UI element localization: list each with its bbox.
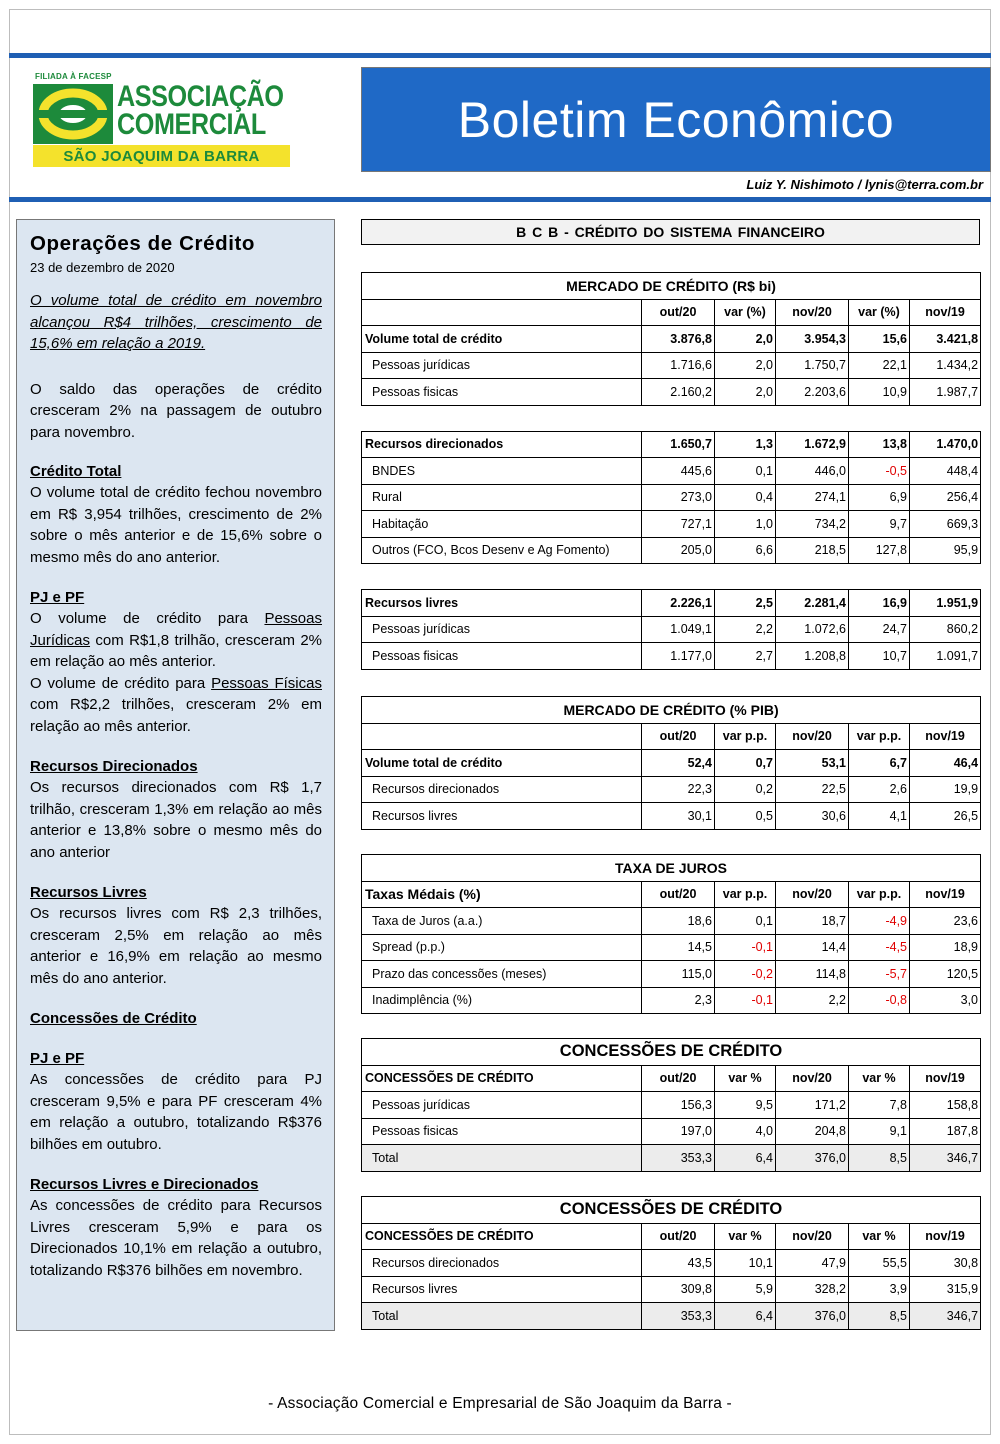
col-header: nov/20: [776, 299, 849, 326]
sidebar-lead: O volume total de crédito em novembro alcançou R$4 trilhões, crescimento de 15,6% em relação a 2019.: [30, 292, 322, 352]
page-footer: - Associação Comercial e Empresarial de São Joaquim da Barra -: [268, 1395, 732, 1412]
table-row: Recursos direcionados 1.650,7 1,3 1.672,9 13,8 1.470,0: [362, 431, 981, 458]
logo-name-line2: COMERCIAL: [117, 108, 266, 141]
col-header: var %: [715, 1065, 776, 1092]
sidebar-title: Operações de Crédito: [30, 232, 256, 255]
col-header: out/20: [642, 723, 715, 750]
sidebar-intro: O saldo das operações de crédito cresceram 2% na passagem de outubro para novembro.: [30, 380, 322, 441]
col-header: out/20: [642, 881, 715, 908]
text-credito-total: O volume total de crédito fechou novembro em R$ 3,954 trilhões, crescimento de 2% sobre o mês anterior e de 15,6% sobre o mesmo mês do ano anterior.: [30, 484, 322, 566]
col-header: nov/19: [910, 1223, 981, 1250]
heading-pj-pf: PJ e PF: [30, 589, 85, 606]
text-concessoes-livres-direcionados: As concessões de crédito para Recursos Livres cresceram 5,9% e para os Direcionados 10,1% em relação a outubro, totalizando R$376 bilhões em novembro.: [30, 1197, 322, 1279]
logo-emblem-icon: [33, 84, 113, 144]
table-row: Outros (FCO, Bcos Desenv e Ag Fomento) 205,0 6,6 218,5 127,8 95,9: [362, 537, 981, 564]
table-row: Volume total de crédito 3.876,8 2,0 3.954,3 15,6 3.421,8: [362, 326, 981, 353]
pessoas-juridicas-link: Pessoas Jurídicas: [30, 610, 322, 649]
table-row-total: Total 353,3 6,4 376,0 8,5 346,7: [362, 1303, 981, 1330]
table-row: Habitação 727,1 1,0 734,2 9,7 669,3: [362, 511, 981, 538]
table-concessoes-recursos: [361, 1196, 981, 1330]
table-concessoes-pj-pf: [361, 1038, 981, 1172]
heading-concessoes: Concessões de Crédito: [30, 1010, 197, 1027]
col-header: out/20: [642, 1065, 715, 1092]
col-header: var (%): [849, 299, 910, 326]
col-header: nov/19: [910, 1065, 981, 1092]
col-header: nov/19: [910, 881, 981, 908]
heading-concessoes-livres-direcionados: Recursos Livres e Direcionados: [30, 1176, 259, 1193]
table-mercado-credito-pib: [361, 696, 981, 830]
col-header: nov/20: [776, 1065, 849, 1092]
table-row: Taxa de Juros (a.a.) 18,6 0,1 18,7 -4,9 23,6: [362, 908, 981, 935]
table-row: Recursos direcionados 22,3 0,2 22,5 2,6 19,9: [362, 776, 981, 803]
text-recursos-direcionados: Os recursos direcionados com R$ 1,7 trilhão, cresceram 1,3% em relação ao mês anterior e 13,8% sobre o mesmo mês do ano anterior: [30, 779, 322, 861]
bulletin-title: Boletim Econômico: [457, 91, 895, 148]
table-row: Pessoas jurídicas 1.716,6 2,0 1.750,7 22,1 1.434,2: [362, 352, 981, 379]
table-title: CONCESSÕES DE CRÉDITO: [362, 1039, 981, 1066]
table-mercado-credito-bi: [361, 272, 981, 670]
col-header: nov/19: [910, 723, 981, 750]
col-header: nov/19: [910, 299, 981, 326]
col-header: out/20: [642, 1223, 715, 1250]
text-concessoes-pj-pf: As concessões de crédito para PJ cresceram 9,5% e para PF cresceram 4% em relação a outubro, totalizando R$376 bilhões em outubro.: [30, 1071, 322, 1153]
col-header: var p.p.: [715, 723, 776, 750]
bulletin-title-box: [361, 67, 991, 172]
col-header: var p.p.: [849, 881, 910, 908]
table-row-total: Total 353,3 6,4 376,0 8,5 346,7: [362, 1145, 981, 1172]
association-logo: [33, 72, 290, 167]
row-header: CONCESSÕES DE CRÉDITO: [362, 1223, 642, 1250]
logo-affiliation: FILIADA À FACESP: [35, 72, 112, 81]
table-row: Rural 273,0 0,4 274,1 6,9 256,4: [362, 484, 981, 511]
col-header: nov/20: [776, 1223, 849, 1250]
col-header: var %: [715, 1223, 776, 1250]
table-row: BNDES 445,6 0,1 446,0 -0,5 448,4: [362, 458, 981, 485]
col-header: nov/20: [776, 723, 849, 750]
text-recursos-livres: Os recursos livres com R$ 2,3 trilhões, cresceram 2,5% em relação ao mês anterior e 16,9% em relação ao mesmo mês do ano anterior.: [30, 905, 322, 987]
pessoas-fisicas-link: Pessoas Físicas: [211, 674, 322, 692]
col-header: var p.p.: [715, 881, 776, 908]
col-header: var (%): [715, 299, 776, 326]
table-title: MERCADO DE CRÉDITO (% PIB): [362, 697, 981, 724]
col-header: out/20: [642, 299, 715, 326]
table-row: Volume total de crédito 52,4 0,7 53,1 6,7 46,4: [362, 750, 981, 777]
table-row: Recursos livres 309,8 5,9 328,2 3,9 315,9: [362, 1276, 981, 1303]
table-title: CONCESSÕES DE CRÉDITO: [362, 1197, 981, 1224]
table-row: Pessoas jurídicas 1.049,1 2,2 1.072,6 24,7 860,2: [362, 616, 981, 643]
logo-name-line1: ASSOCIAÇÃO: [117, 80, 284, 113]
col-header: var %: [849, 1065, 910, 1092]
top-rule: [9, 53, 991, 58]
heading-recursos-direcionados: Recursos Direcionados: [30, 758, 198, 775]
table-row: Inadimplência (%) 2,3 -0,1 2,2 -0,8 3,0: [362, 987, 981, 1014]
heading-recursos-livres: Recursos Livres: [30, 884, 147, 901]
header-bottom-rule: [9, 197, 991, 202]
logo-city: SÃO JOAQUIM DA BARRA: [63, 147, 260, 165]
text-pj: O volume de crédito para Pessoas Jurídicas com R$1,8 trilhão, cresceram 2% em relação ao mês anterior.: [30, 610, 322, 670]
author-credit: Luiz Y. Nishimoto / lynis@terra.com.br: [746, 177, 983, 192]
table-title: MERCADO DE CRÉDITO (R$ bi): [362, 273, 981, 300]
table-row: Pessoas fisicas 1.177,0 2,7 1.208,8 10,7 1.091,7: [362, 643, 981, 670]
row-header: CONCESSÕES DE CRÉDITO: [362, 1065, 642, 1092]
sidebar-panel: [16, 219, 335, 1331]
col-header: var p.p.: [849, 723, 910, 750]
table-row: Recursos livres 30,1 0,5 30,6 4,1 26,5: [362, 803, 981, 830]
heading-concessoes-pj-pf: PJ e PF: [30, 1050, 85, 1067]
table-row: Recursos livres 2.226,1 2,5 2.281,4 16,9 1.951,9: [362, 590, 981, 617]
bcb-header: B C B - CRÉDITO DO SISTEMA FINANCEIRO: [361, 219, 980, 245]
table-row: Pessoas jurídicas 156,3 9,5 171,2 7,8 158,8: [362, 1092, 981, 1119]
sidebar-date: 23 de dezembro de 2020: [30, 260, 175, 275]
table-row: Pessoas fisicas 2.160,2 2,0 2.203,6 10,9 1.987,7: [362, 379, 981, 406]
table-row: Pessoas fisicas 197,0 4,0 204,8 9,1 187,8: [362, 1118, 981, 1145]
table-title: TAXA DE JUROS: [362, 855, 981, 882]
table-row: Recursos direcionados 43,5 10,1 47,9 55,5 30,8: [362, 1250, 981, 1277]
logo-city-bar: [33, 145, 290, 167]
row-header: Taxas Médais (%): [362, 881, 642, 908]
table-taxa-juros: [361, 854, 981, 1014]
col-header: var %: [849, 1223, 910, 1250]
text-pf: O volume de crédito para Pessoas Físicas com R$2,2 trilhões, cresceram 2% em relação ao mês anterior.: [30, 674, 322, 735]
col-header: nov/20: [776, 881, 849, 908]
heading-credito-total: Crédito Total: [30, 463, 122, 480]
table-row: Spread (p.p.) 14,5 -0,1 14,4 -4,5 18,9: [362, 934, 981, 961]
table-row: Prazo das concessões (meses) 115,0 -0,2 114,8 -5,7 120,5: [362, 961, 981, 988]
